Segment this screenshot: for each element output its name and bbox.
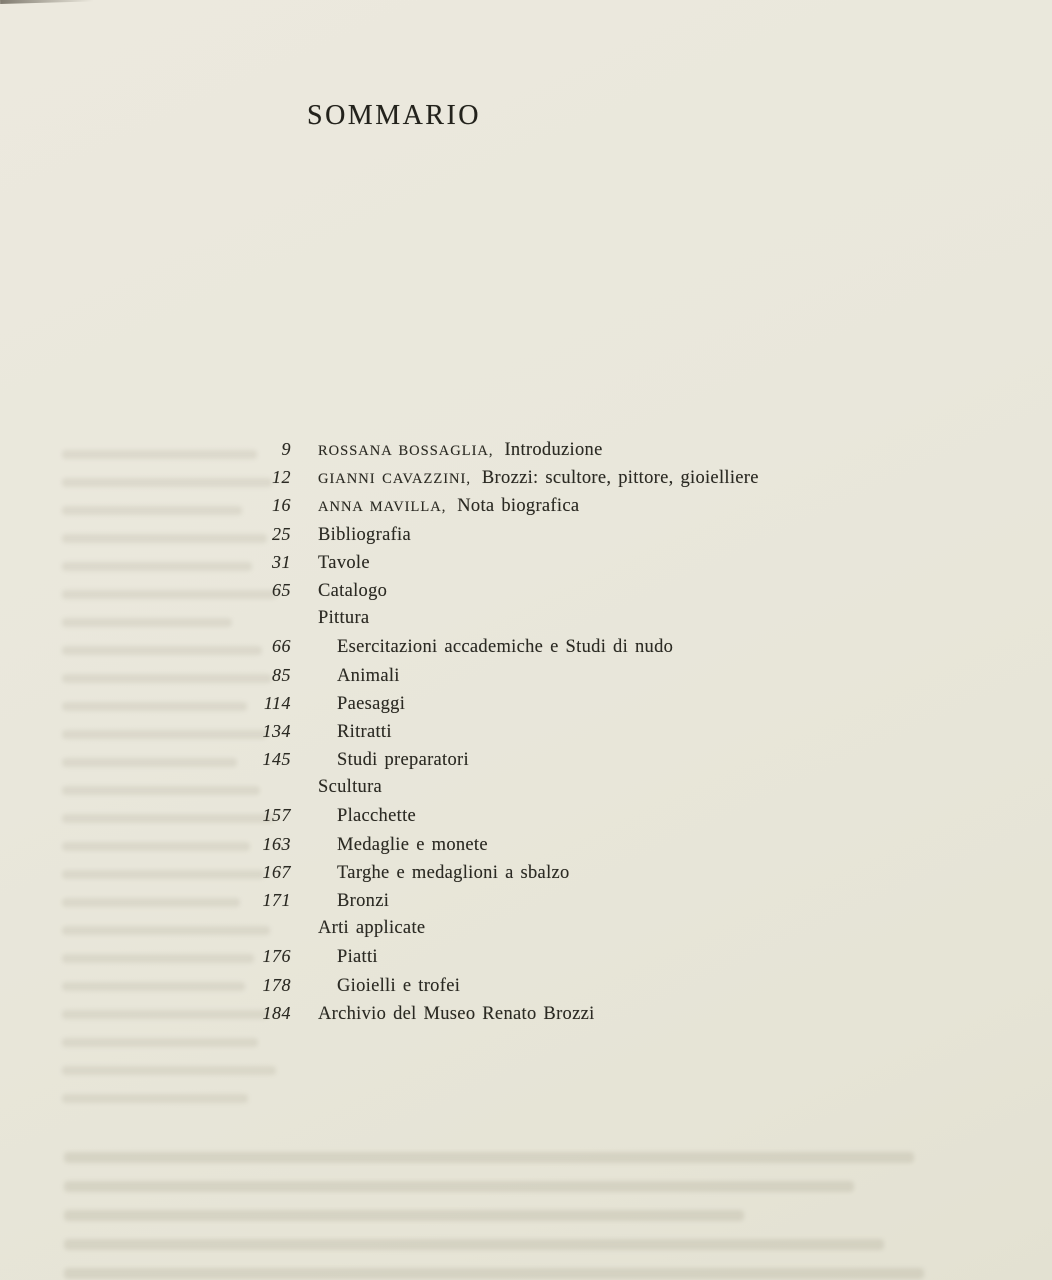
- toc-page-number: 134: [262, 720, 291, 741]
- toc-entry-text: [337, 633, 673, 661]
- toc-entry-text: [337, 802, 416, 830]
- toc-entry-text: [337, 718, 392, 746]
- toc-page-number: 157: [262, 805, 291, 826]
- toc-row: [200, 520, 759, 548]
- toc-row: [200, 999, 759, 1027]
- toc-row: [200, 942, 759, 970]
- bleed-through-line: [64, 1210, 744, 1221]
- toc-entry-title: Introduzione: [504, 440, 603, 460]
- toc-entry-title: Esercitazioni accademiche e Studi di nudo: [337, 637, 674, 658]
- toc-row: [200, 435, 759, 463]
- toc-entry-text: [318, 549, 370, 577]
- bleed-through-line: [64, 1268, 924, 1279]
- bleed-through-line: [62, 1038, 258, 1047]
- toc-entry-text: [318, 577, 387, 605]
- toc-row: [200, 858, 759, 886]
- toc-entry-title: Tavole: [318, 552, 370, 573]
- toc-entry-title: Paesaggi: [337, 693, 406, 714]
- toc-entry-title: Bronzi: [337, 891, 390, 911]
- toc-row: [200, 745, 759, 773]
- toc-entry-text: [318, 492, 579, 521]
- toc-entry-text: [318, 1000, 595, 1028]
- toc-entry-title: Nota biografica: [457, 496, 580, 517]
- toc-row: [200, 661, 759, 689]
- toc-page-number: 114: [263, 692, 291, 713]
- toc-row: [200, 971, 759, 999]
- toc-list: [200, 435, 759, 1027]
- toc-row: [200, 830, 759, 858]
- toc-row: [200, 463, 759, 491]
- toc-page-number: 145: [262, 749, 291, 770]
- toc-page-number: 184: [262, 1002, 291, 1023]
- toc-page-number: 12: [272, 467, 291, 488]
- toc-row: [200, 604, 759, 632]
- toc-author: GIANNI CAVAZZINI,: [318, 471, 471, 488]
- toc-entry-title: Animali: [337, 665, 400, 686]
- bleed-through-line: [64, 1181, 854, 1192]
- page-bleed-through-bottom: [64, 1152, 934, 1280]
- toc-entry-text: [318, 464, 759, 493]
- toc-page-number: 66: [272, 636, 291, 657]
- toc-row: [200, 576, 759, 604]
- toc-entry-title: Arti applicate: [318, 918, 426, 939]
- toc-entry-text: [318, 914, 425, 942]
- bleed-through-line: [64, 1239, 884, 1250]
- toc-entry-title: Studi preparatori: [337, 750, 469, 771]
- toc-entry-text: [318, 773, 382, 801]
- toc-page-number: 176: [262, 946, 291, 967]
- toc-entry-title: Piatti: [337, 947, 378, 968]
- toc-entry-title: Medaglie e monete: [337, 834, 488, 855]
- scan-corner-artifact: [0, 0, 110, 4]
- toc-row: [200, 689, 759, 717]
- toc-row: [200, 548, 759, 576]
- toc-row: [200, 717, 759, 745]
- toc-entry-text: [318, 604, 369, 632]
- toc-entry-text: [337, 746, 469, 774]
- toc-page-number: 16: [272, 495, 291, 516]
- toc-author: ANNA MAVILLA,: [318, 499, 447, 516]
- toc-entry-title: Scultura: [318, 777, 383, 798]
- toc-entry-text: [337, 662, 400, 690]
- toc-page-number: 178: [262, 974, 291, 995]
- toc-page-number: 65: [272, 579, 291, 600]
- toc-entry-text: [337, 972, 460, 1000]
- toc-row: [200, 773, 759, 801]
- bleed-through-line: [62, 1066, 276, 1075]
- toc-entry-text: [337, 887, 389, 915]
- toc-entry-title: Brozzi: scultore, pittore, gioielliere: [481, 468, 759, 489]
- toc-entry-title: Archivio del Museo Renato Brozzi: [318, 1003, 595, 1024]
- toc-row: [200, 491, 759, 519]
- toc-row: [200, 914, 759, 942]
- toc-entry-text: [318, 436, 603, 465]
- bleed-through-line: [62, 1094, 248, 1103]
- toc-page-number: 171: [262, 890, 291, 910]
- toc-entry-text: [337, 831, 488, 859]
- toc-entry-text: [318, 521, 411, 549]
- toc-author: ROSSANA BOSSAGLIA,: [318, 443, 494, 459]
- toc-row: [200, 801, 759, 829]
- toc-entry-text: [337, 859, 570, 887]
- toc-entry-title: Ritratti: [337, 721, 392, 742]
- toc-page-number: 163: [262, 833, 291, 854]
- toc-entry-text: [337, 943, 378, 971]
- toc-entry-title: Placchette: [337, 806, 417, 827]
- toc-row: [200, 886, 759, 914]
- toc-page-number: 167: [262, 861, 291, 882]
- toc-entry-title: Bibliografia: [318, 524, 411, 545]
- toc-page-number: 25: [272, 523, 291, 544]
- toc-entry-title: Targhe e medaglioni a sbalzo: [337, 862, 570, 883]
- toc-entry-title: Pittura: [318, 608, 370, 629]
- toc-entry-title: Gioielli e trofei: [337, 975, 461, 996]
- toc-page-number: 9: [281, 439, 291, 459]
- page-title: SOMMARIO: [307, 100, 482, 131]
- toc-entry-title: Catalogo: [318, 580, 388, 601]
- bleed-through-line: [64, 1152, 914, 1163]
- toc-row: [200, 632, 759, 660]
- toc-entry-text: [337, 690, 405, 718]
- toc-page-number: 31: [272, 551, 291, 572]
- toc-page-number: 85: [272, 664, 291, 685]
